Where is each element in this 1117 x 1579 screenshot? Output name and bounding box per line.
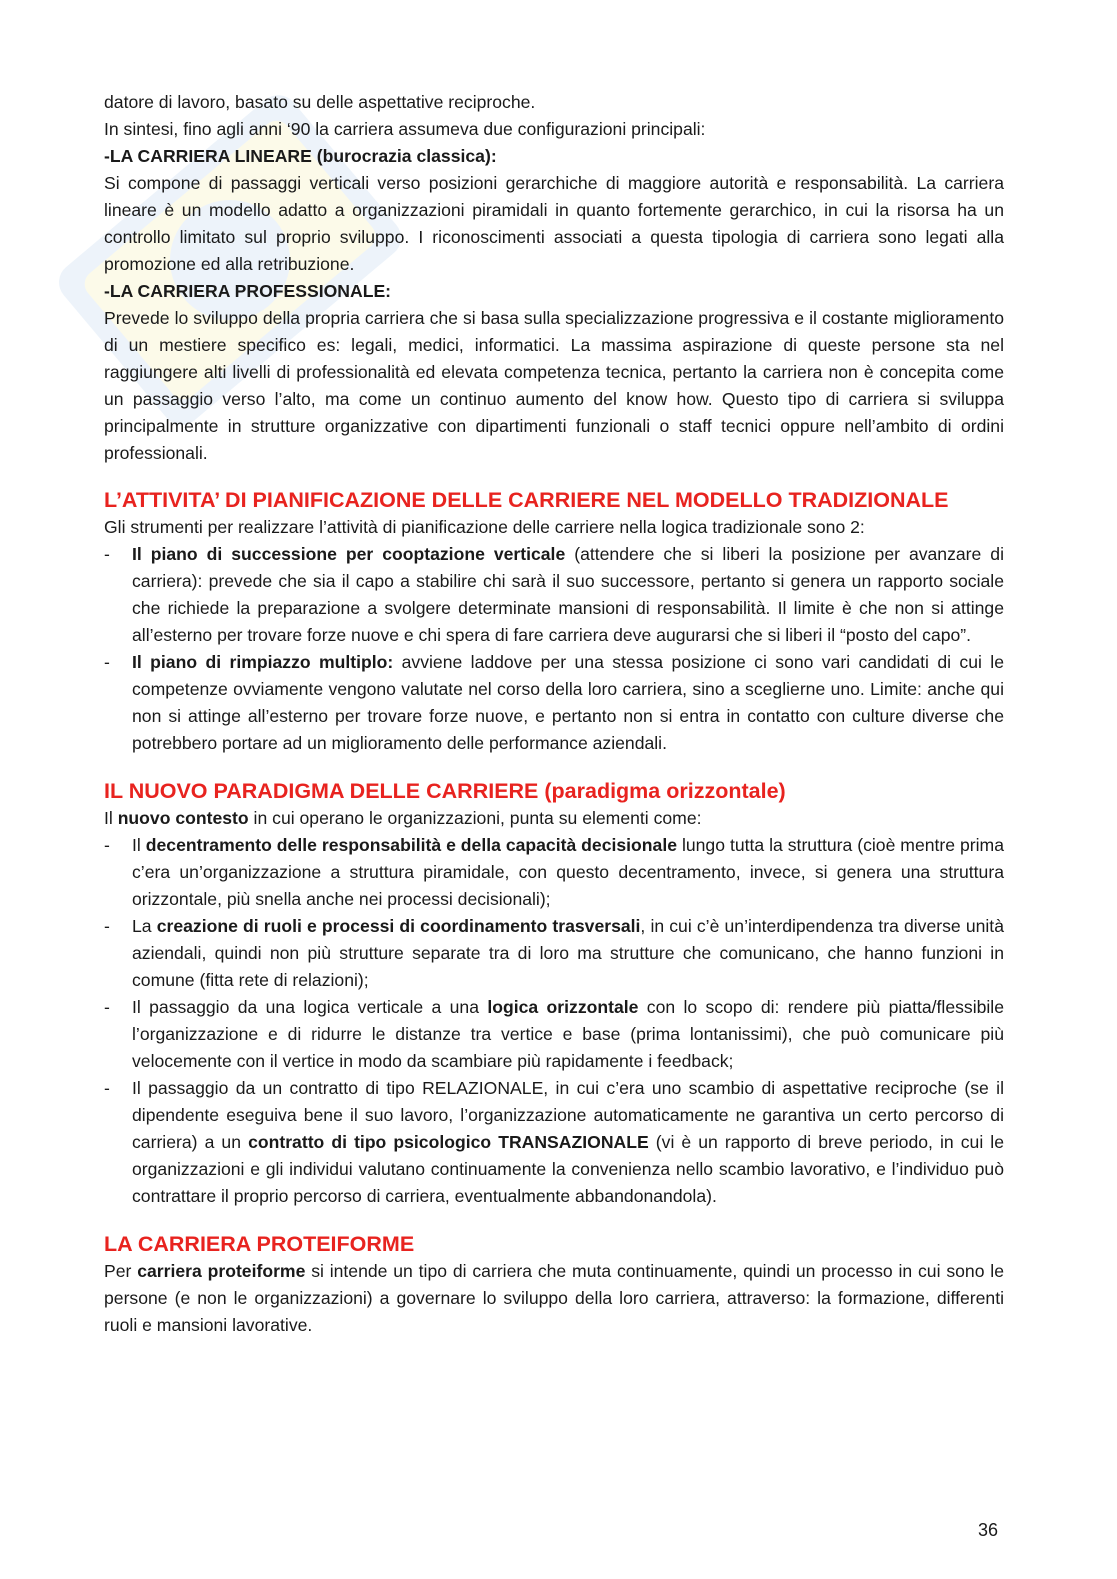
carriera-professionale-title: -LA CARRIERA PROFESSIONALE: — [104, 281, 392, 301]
list-item-pre: Il passaggio da un contratto di tipo RELAZIONALE, in cui c’era uno scambio di aspettative reciproche (se il dipendente eseguiva bene il suo lavoro, l’organizzazione automaticamente ne garantiva un certo percorso di carriera) a un — [132, 1078, 1004, 1152]
list-item-pre: Il — [132, 835, 146, 855]
pianificazione-list — [104, 541, 1004, 757]
nuovo-intro-post: in cui operano le organizzazioni, punta su elementi come: — [248, 808, 702, 828]
list-item-text: (attendere che si liberi la posizione per avanzare di carriera): prevede che sia il capo a stabilire chi sarà il suo successore, pertanto si genera un rapporto sociale che richiede la preparazione a svolgere determinate mansioni di responsabilità. Il limite è che non si attinge all’esterno per trovare forze nuove e chi spera di fare carriera deve augurarsi che si liberi il “posto del capo”. — [132, 544, 1004, 645]
intro-line-2: In sintesi, fino agli anni ‘90 la carriera assumeva due configurazioni principali: — [104, 119, 706, 139]
proteiforme-pre: Per — [104, 1261, 138, 1281]
list-item — [104, 1075, 1004, 1210]
list-item-pre: La — [132, 916, 157, 936]
proteiforme-post: si intende un tipo di carriera che muta continuamente, quindi un processo in cui sono le persone (e non le organizzazioni) a governare lo sviluppo della loro carriera, attraverso: la formazione, differenti ruoli e mansioni lavorative. — [104, 1261, 1004, 1335]
list-item — [104, 913, 1004, 994]
section-heading-proteiforme: LA CARRIERA PROTEIFORME — [104, 1232, 415, 1256]
proteiforme-text — [104, 1258, 1004, 1339]
list-item-text: con lo scopo di: rendere più piatta/flessibile l’organizzazione e di ridurre le distanze tra vertice e base (prima lontanissimi), che può comunicare più velocemente con il vertice in modo da scambiare più rapidamente i feedback; — [132, 997, 1004, 1071]
intro-line-1: datore di lavoro, basato su delle aspettative reciproche. — [104, 92, 536, 112]
list-item-bold: decentramento delle responsabilità e della capacità decisionale — [145, 835, 678, 855]
list-item-text: lungo tutta la struttura (cioè mentre prima c’era un’organizzazione a struttura piramidale, con questo decentramento, invece, si genera una struttura orizzontale, più snella anche nei processi decisionali); — [132, 835, 1004, 909]
pianificazione-intro: Gli strumenti per realizzare l’attività di pianificazione delle carriere nella logica tradizionale sono 2: — [104, 517, 865, 537]
list-item-bold: contratto di tipo psicologico TRANSAZIONALE — [248, 1132, 649, 1152]
section-heading-nuovo-paradigma: IL NUOVO PARADIGMA DELLE CARRIERE (paradigma orizzontale) — [104, 779, 786, 803]
list-item-text: avviene laddove per una stessa posizione ci sono vari candidati di cui le competenze ovviamente vengono valutate nel corso della loro carriera, sino a sceglierne uno. Limite: anche qui non si attinge all’esterno per trovare forze nuove, e pertanto non si entra in contatto con culture diverse che potrebbero portare ad un miglioramento delle performance aziendali. — [132, 652, 1004, 753]
list-item-pre: Il passaggio da una logica verticale a una — [132, 997, 488, 1017]
carriera-lineare-title: -LA CARRIERA LINEARE (burocrazia classica): — [104, 146, 497, 166]
list-item-text: (vi è un rapporto di breve periodo, in cui le organizzazioni e gli individui valutano continuamente la convenienza nello scambio lavorativo, e l’individuo può contrattare il proprio percorso di carriera, eventualmente abbandonandola). — [132, 1132, 1005, 1206]
nuovo-intro-pre: Il — [104, 808, 118, 828]
proteiforme-bold: carriera proteiforme — [137, 1261, 306, 1281]
nuovo-intro — [104, 805, 1004, 832]
carriera-lineare-text: Si compone di passaggi verticali verso posizioni gerarchiche di maggiore autorità e responsabilità. La carriera lineare è un modello adatto a organizzazioni piramidali in quanto fortemente gerarchico, in cui la risorsa ha un controllo limitato sul proprio sviluppo. I riconoscimenti associati a questa tipologia di carriera sono legati alla promozione ed alla retribuzione. — [104, 173, 1004, 274]
page-number: 36 — [978, 1520, 999, 1540]
main-content — [104, 89, 1004, 1339]
nuovo-intro-bold: nuovo contesto — [117, 808, 249, 828]
carriera-professionale-text: Prevede lo sviluppo della propria carriera che si basa sulla specializzazione progressiva e il costante miglioramento di un mestiere specifico es: legali, medici, informatici. La massima aspirazione di queste persone sta nel raggiungere alti livelli di professionalità ed elevata competenza tecnica, pertanto la carriera non è concepita come un passaggio verso l’alto, ma come un continuo aumento del know how. Questo tipo di carriera si sviluppa principalmente in strutture organizzative con dipartimenti funzionali o staff tecnici oppure nell’ambito di ordini professionali. — [104, 308, 1004, 463]
list-item — [104, 649, 1004, 757]
list-item-bold: Il piano di successione per cooptazione verticale — [132, 544, 566, 564]
list-item-bold: logica orizzontale — [487, 997, 639, 1017]
list-item-bold: Il piano di rimpiazzo multiplo: — [132, 652, 394, 672]
nuovo-list — [104, 832, 1004, 1210]
list-item — [104, 832, 1004, 913]
list-item — [104, 541, 1004, 649]
list-item-bold: creazione di ruoli e processi di coordinamento trasversali — [156, 916, 641, 936]
section-heading-pianificazione: L’ATTIVITA’ DI PIANIFICAZIONE DELLE CARRIERE NEL MODELLO TRADIZIONALE — [104, 488, 949, 512]
list-item-text: , in cui c’è un’interdipendenza tra diverse unità aziendali, quindi non più strutture separate tra di loro ma strutture che comunicano, che hanno funzioni in comune (fitta rete di relazioni); — [132, 916, 1004, 990]
list-item — [104, 994, 1004, 1075]
